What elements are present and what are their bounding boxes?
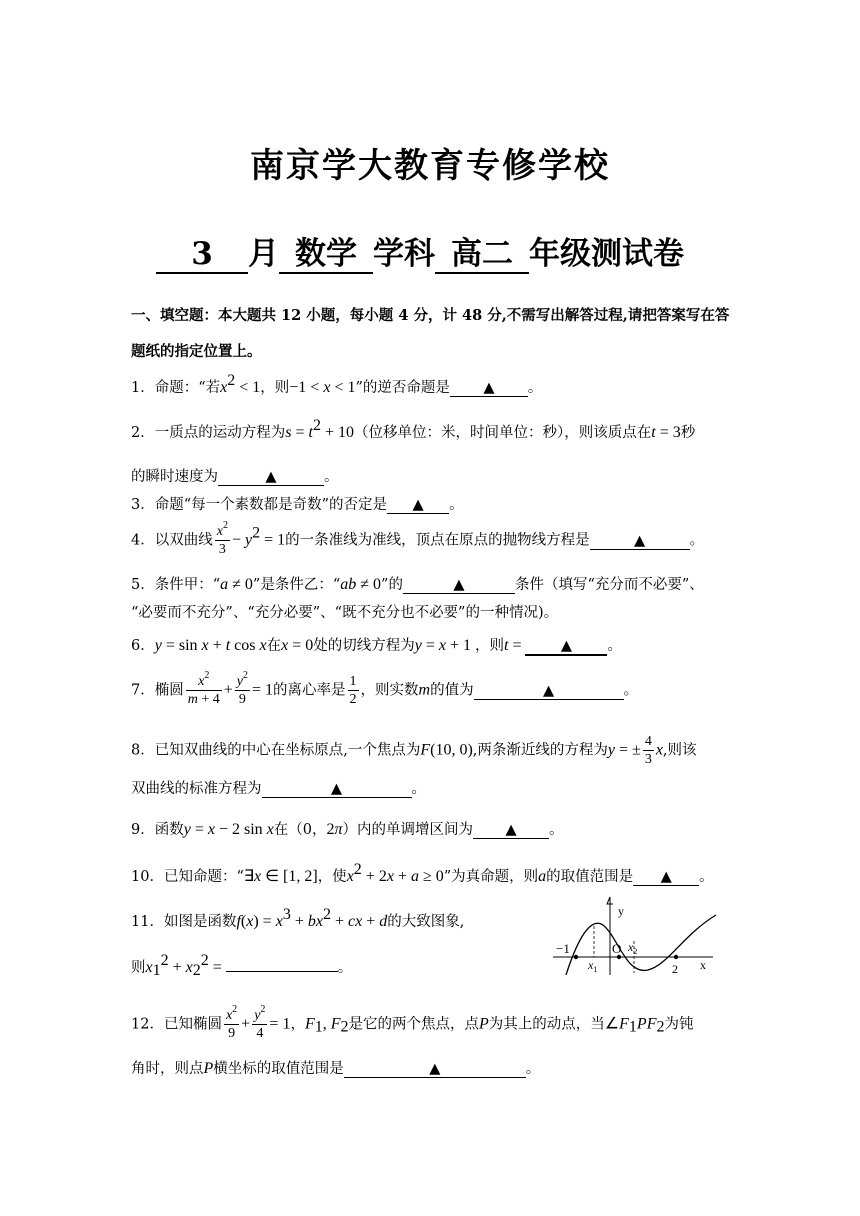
question-3: 3．命题“每一个素数都是奇数”的否定是 ▲ 。 (131, 497, 464, 513)
cubic-function-graph (548, 895, 718, 975)
answer-blank-11[interactable] (226, 971, 338, 972)
root-2-point (674, 955, 678, 959)
question-6: 6．y = sin x + t cos x在x = 0处的切线方程为y = x + 1 ，则t = ▲ 。 (131, 637, 622, 654)
minus-one-label: −1 (556, 941, 570, 956)
grade-value: 高二 (435, 236, 529, 274)
question-10: 10．已知命题：“∃x ∈ [1, 2]，使$x^2 + 2x + a \ge 0$”为真命题，则a的取值范围是 ▲ 。 (131, 861, 714, 885)
grade-suffix: 年级测试卷 (529, 236, 684, 272)
x2-label: $x_2$ (628, 940, 638, 956)
question-9: 9．函数y = x − 2 sin x在（0，2π）内的单调增区间为 ▲ 。 (131, 821, 564, 838)
answer-blank-3[interactable]: ▲ (387, 497, 449, 514)
x1-label: $x_1$ (588, 958, 598, 974)
y-axis-label: y (618, 904, 624, 918)
question-7: 7．椭圆 $\frac{x^2}{m + 4}$ + $\frac{y^2}{9}$ = 1的离心率是 $\frac{1}{2}$ ，则实数m的值为 ▲ 。 (131, 670, 639, 707)
month-suffix: 月 (248, 236, 279, 272)
answer-blank-9[interactable]: ▲ (473, 822, 549, 839)
answer-blank-7[interactable]: ▲ (474, 683, 624, 700)
answer-blank-10[interactable]: ▲ (633, 869, 699, 886)
two-label: 2 (672, 962, 678, 975)
question-4: 4．以双曲线 $\frac{x^2}{3}$ − $y^2 = 1$的一条准线为准线，顶点在原点的抛物线方程是 ▲ 。 (131, 520, 705, 557)
subject-suffix: 学科 (373, 236, 435, 272)
subject-value: 数学 (279, 236, 373, 274)
root-minus1-point (574, 955, 578, 959)
school-title: 南京学大教育专修学校 (250, 146, 610, 186)
question-5: 5．条件甲：“a ≠ 0”是条件乙：“ab ≠ 0”的 ▲ 条件（填写“充分而不必要”、 “必要而不充分”、“充分必要”、“既不充分也不必要”的一种情况)。 (131, 576, 704, 621)
question-1: 1．命题：“若$x^2 < 1$，则−1 < x < 1”的逆否命题是 ▲ 。 (131, 372, 543, 396)
section-heading: 一、填空题：本大题共 12 小题，每小题 4 分，计 48 分,不需写出解答过程,请把答案写在答题纸的指定位置上。 (131, 307, 730, 360)
question-11: 11．如图是函数$f(x) = x^3 + bx^2$ + cx + d的大致图象, 则$x_1^2 + x_2^2$ = 。 (131, 906, 465, 979)
question-8: 8．已知双曲线的中心在坐标原点,一个焦点为F(10, 0),两条渐近线的方程为y = ± $\frac{4}{3}$ x,则该 双曲线的标准方程为 ▲ 。 (131, 734, 697, 797)
answer-blank-2[interactable]: ▲ (218, 469, 324, 486)
question-12: 12．已知椭圆 $\frac{x^2}{9}$ + $\frac{y^2}{4}$ = 1，$F_1$, $F_2$是它的两个焦点，点P为其上的动点，当$\angle F_1PF_2$为钝 角时，则点P横坐标的取值范围是 ▲ 。 (131, 1004, 694, 1077)
answer-blank-8[interactable]: ▲ (262, 781, 412, 798)
test-subtitle (156, 228, 684, 274)
x-axis-label: x (700, 958, 706, 972)
answer-blank-12[interactable]: ▲ (344, 1061, 526, 1078)
answer-blank-4[interactable]: ▲ (590, 533, 690, 550)
answer-blank-1[interactable]: ▲ (450, 380, 528, 397)
origin-label: O (612, 941, 622, 956)
answer-blank-6[interactable]: ▲ (525, 638, 607, 656)
month-value: 3 (156, 236, 248, 274)
answer-blank-5[interactable]: ▲ (403, 577, 515, 594)
question-2: 2．一质点的运动方程为$s = t^2 + 10$（位移单位：米，时间单位：秒），则该质点在t = 3秒 的瞬时速度为 ▲ 。 (131, 417, 696, 485)
